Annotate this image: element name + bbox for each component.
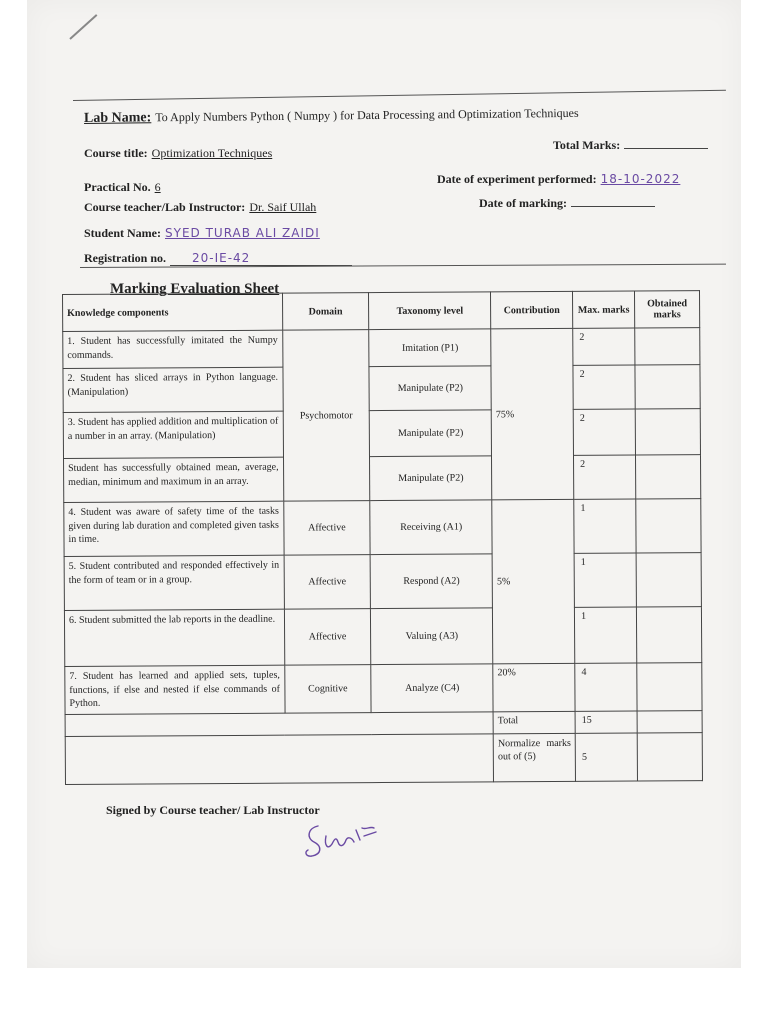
- signed-label: Signed by Course teacher/ Lab Instructor: [106, 803, 320, 817]
- registration-value: 20-IE-42: [170, 251, 352, 266]
- component-cell: 3. Student has applied addition and multiplication of a number in an array. (Manipulation): [63, 411, 283, 458]
- total-value: 15: [575, 710, 637, 732]
- domain-cell: Affective: [284, 555, 371, 610]
- table-row: [63, 328, 700, 369]
- total-row-blank: [65, 711, 493, 736]
- practical-value: 6: [154, 180, 161, 194]
- obtained-marks-cell: [635, 409, 700, 455]
- registration-label: Registration no.: [84, 251, 166, 265]
- practical-line: [84, 178, 161, 196]
- obtained-marks-cell: [636, 499, 701, 553]
- date-performed-value: 18-10-2022: [600, 172, 681, 186]
- domain-cell: Cognitive: [284, 665, 371, 713]
- taxonomy-cell: Respond (A2): [371, 554, 493, 609]
- col-header-taxonomy: Taxonomy level: [369, 292, 491, 330]
- taxonomy-cell: Manipulate (P2): [369, 366, 491, 411]
- signature-icon: [300, 816, 380, 862]
- date-performed-line: [437, 170, 680, 188]
- table-header-row: [63, 291, 700, 332]
- teacher-value: Dr. Saif Ullah: [249, 200, 317, 214]
- contribution-cell-psychomotor: 75%: [491, 328, 574, 499]
- course-title-label: Course title:: [84, 146, 148, 160]
- obtained-marks-cell: [635, 365, 700, 409]
- taxonomy-cell: Manipulate (P2): [370, 456, 492, 501]
- taxonomy-cell: Receiving (A1): [370, 500, 492, 555]
- domain-cell: Affective: [283, 501, 370, 556]
- date-marking-blank: [571, 206, 655, 207]
- max-marks-cell: 2: [573, 365, 635, 409]
- max-marks-cell: 2: [573, 409, 635, 455]
- table-row: [64, 455, 701, 503]
- max-marks-cell: 2: [573, 328, 635, 365]
- registration-line: [84, 249, 352, 267]
- obtained-marks-cell: [637, 663, 702, 711]
- lab-name-label: Lab Name:: [83, 110, 152, 126]
- total-marks-label: Total Marks:: [553, 138, 621, 152]
- col-header-max-marks: Max. marks: [573, 291, 635, 328]
- total-obtained-cell: [637, 710, 702, 732]
- normalize-row-blank: [65, 733, 493, 784]
- date-marking-line: [479, 194, 655, 212]
- normalize-value: 5: [575, 732, 637, 780]
- taxonomy-cell: Analyze (C4): [371, 664, 493, 712]
- normalize-obtained-cell: [637, 732, 702, 780]
- max-marks-cell: 1: [574, 553, 636, 607]
- marking-table: [62, 290, 703, 784]
- col-header-domain: Domain: [282, 293, 369, 331]
- normalize-label: Normalize marks out of (5): [493, 733, 575, 781]
- component-cell: Student has successfully obtained mean, average, median, minimum and maximum in an array.: [64, 457, 284, 502]
- max-marks-cell: 4: [575, 663, 637, 711]
- taxonomy-cell: Manipulate (P2): [370, 410, 492, 457]
- contribution-cell-affective: 5%: [492, 499, 575, 663]
- component-cell: 5. Student contributed and responded effectively in the form of team or in a group.: [64, 555, 284, 610]
- max-marks-cell: 1: [574, 499, 636, 553]
- total-marks-blank: [624, 148, 708, 149]
- taxonomy-cell: Valuing (A3): [371, 608, 493, 665]
- domain-cell-psychomotor: Psychomotor: [282, 330, 370, 502]
- teacher-line: [84, 198, 316, 216]
- obtained-marks-cell: [636, 553, 701, 607]
- total-label: Total: [493, 711, 575, 734]
- normalize-row: [65, 732, 702, 784]
- student-name-value: SYED TURAB ALI ZAIDI: [165, 226, 320, 240]
- domain-cell: Affective: [284, 609, 371, 666]
- teacher-label: Course teacher/Lab Instructor:: [84, 200, 246, 214]
- col-header-obtained-marks: Obtained marks: [635, 291, 700, 328]
- contribution-cell: 20%: [493, 663, 575, 711]
- component-cell: 7. Student has learned and applied sets, tuples, functions, if else and nested if else commands of Python.: [65, 665, 285, 714]
- obtained-marks-cell: [635, 328, 700, 365]
- student-name-line: [84, 224, 320, 242]
- student-name-label: Student Name:: [84, 226, 161, 240]
- total-marks-line: [553, 136, 708, 154]
- col-header-contribution: Contribution: [491, 291, 573, 328]
- component-cell: 6. Student submitted the lab reports in the deadline.: [64, 609, 284, 666]
- date-performed-label: Date of experiment performed:: [437, 172, 597, 186]
- table-row: [64, 499, 701, 557]
- table-row: [63, 365, 700, 413]
- course-title-line: [84, 144, 272, 162]
- col-header-knowledge: Knowledge components: [63, 293, 283, 331]
- obtained-marks-cell: [636, 455, 701, 499]
- max-marks-cell: 1: [575, 607, 637, 663]
- max-marks-cell: 2: [574, 455, 636, 499]
- component-cell: 1. Student has successfully imitated the Numpy commands.: [63, 330, 283, 368]
- component-cell: 2. Student has sliced arrays in Python language. (Manipulation): [63, 367, 283, 412]
- obtained-marks-cell: [636, 607, 701, 663]
- lab-name-value: To Apply Numbers Python ( Numpy ) for Data Processing and Optimization Techniques: [155, 105, 579, 125]
- sheet-title: Marking Evaluation Sheet: [110, 281, 280, 297]
- component-cell: 4. Student was aware of safety time of the tasks given during lab duration and completed given tasks in time.: [64, 501, 284, 556]
- table-row: [64, 553, 701, 611]
- course-title-value: Optimization Techniques: [151, 146, 273, 160]
- table-row: [65, 663, 702, 714]
- date-marking-label: Date of marking:: [479, 196, 567, 210]
- taxonomy-cell: Imitation (P1): [369, 329, 491, 367]
- table-row: [63, 409, 700, 459]
- practical-label: Practical No.: [84, 180, 151, 194]
- table-row: [64, 607, 701, 667]
